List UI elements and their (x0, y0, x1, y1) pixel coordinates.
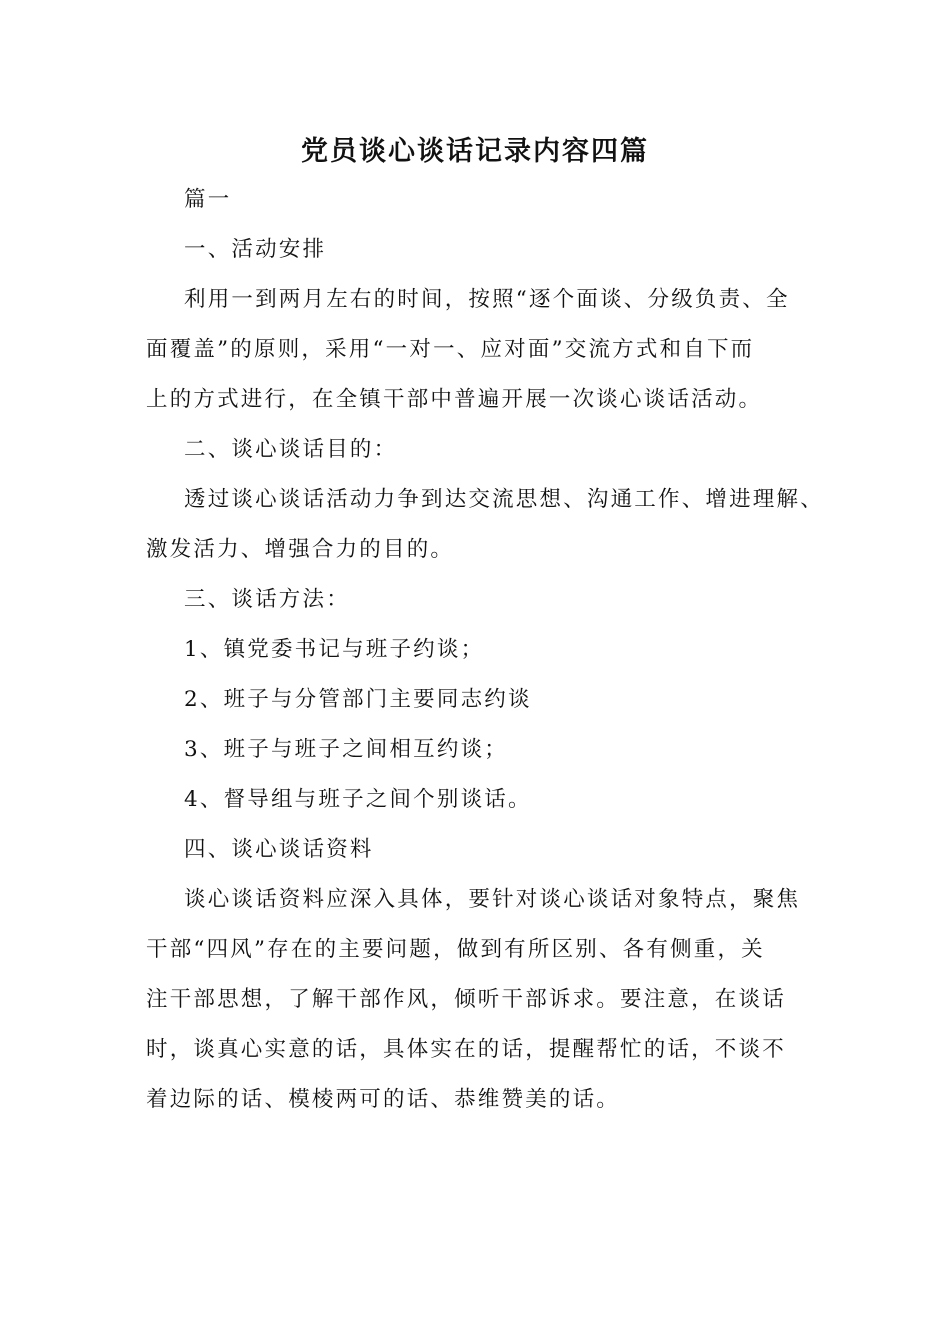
document-title: 党员谈心谈话记录内容四篇 (301, 136, 649, 167)
paragraph-line: 时，谈真心实意的话，具体实在的话，提醒帮忙的话，不谈不 (146, 1037, 786, 1062)
heading-talk-materials: 四、谈心谈话资料 (184, 837, 374, 862)
paragraph-line: 利用一到两月左右的时间，按照“逐个面谈、分级负责、全 (184, 287, 790, 312)
list-item: 3、班子与班子之间相互约谈； (184, 737, 508, 762)
paragraph-line: 谈心谈话资料应深入具体，要针对谈心谈话对象特点，聚焦 (184, 887, 801, 912)
list-item: 1、镇党委书记与班子约谈； (184, 637, 485, 662)
paragraph-line: 注干部思想，了解干部作风，倾听干部诉求。要注意，在谈话 (146, 987, 786, 1012)
heading-talk-method: 三、谈话方法： (184, 587, 350, 612)
heading-talk-purpose: 二、谈心谈话目的： (184, 437, 398, 462)
paragraph-line: 干部“四风”存在的主要问题，做到有所区别、各有侧重，关 (146, 937, 765, 962)
heading-activity-arrangement: 一、活动安排 (184, 237, 327, 262)
list-item: 4、督导组与班子之间个别谈话。 (184, 787, 532, 812)
section-label-pian-yi: 篇一 (184, 187, 232, 212)
paragraph-line: 面覆盖”的原则，采用“一对一、应对面”交流方式和自下而 (146, 337, 755, 362)
paragraph-line: 着边际的话、模棱两可的话、恭维赞美的话。 (146, 1087, 621, 1112)
paragraph-line: 激发活力、增强合力的目的。 (146, 537, 455, 562)
list-item: 2、班子与分管部门主要同志约谈 (184, 687, 532, 712)
paragraph-line: 上的方式进行，在全镇干部中普遍开展一次谈心谈话活动。 (146, 387, 763, 412)
paragraph-line: 透过谈心谈话活动力争到达交流思想、沟通工作、增进理解、 (184, 487, 824, 512)
